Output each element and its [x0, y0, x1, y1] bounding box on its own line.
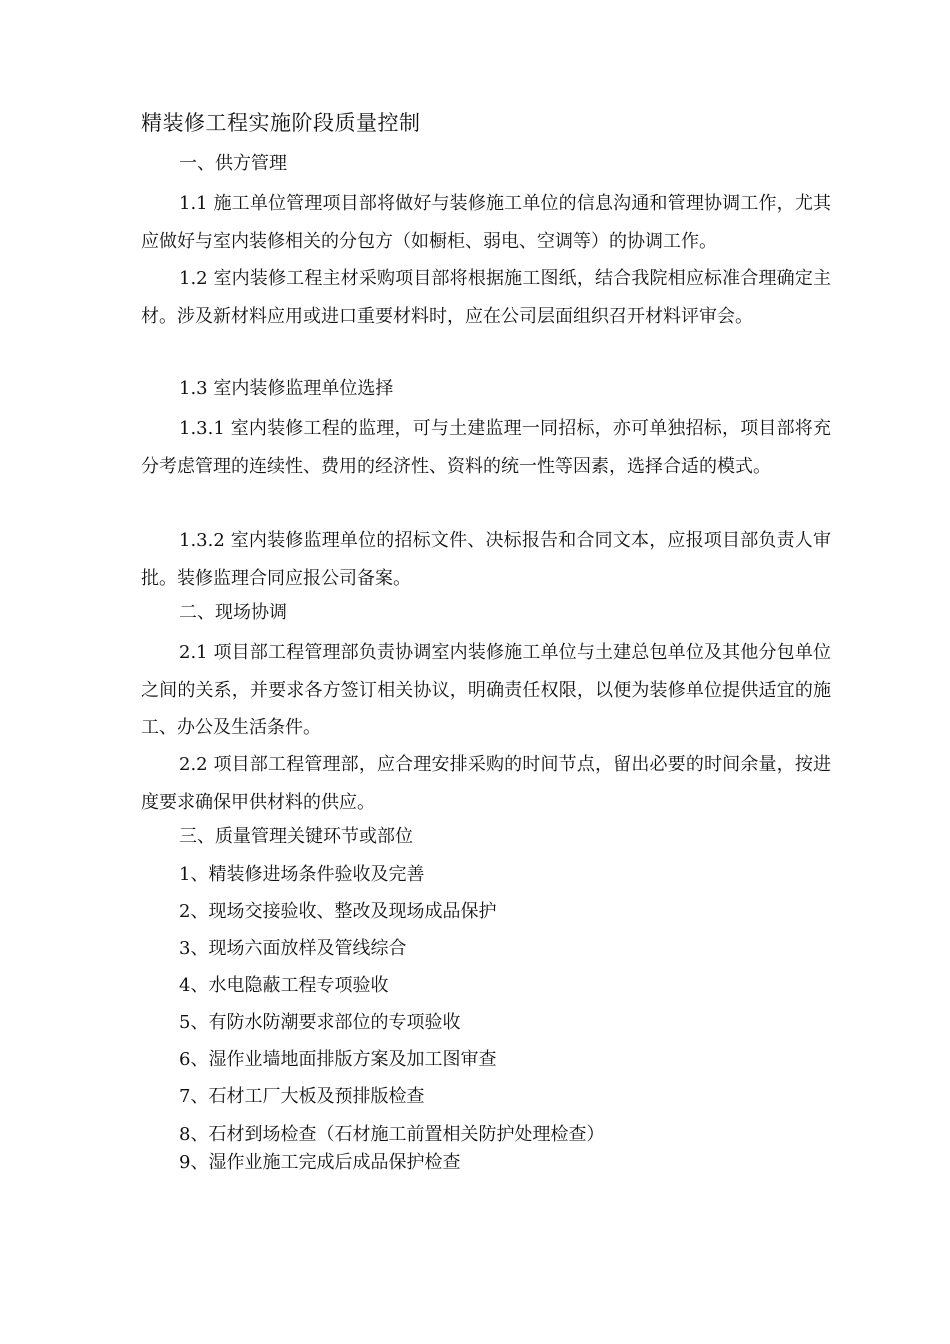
paragraph-1-3-2: 1.3.2 室内装修监理单位的招标文件、决标报告和合同文本，应报项目部负责人审批。装修监理合同应报公司备案。 — [141, 530, 831, 589]
paragraph-2-1: 2.1 项目部工程管理部负责协调室内装修施工单位与土建总包单位及其他分包单位之间的关系，并要求各方签订相关协议，明确责任权限，以便为装修单位提供适宜的施工、办公及生活条件。 — [141, 642, 831, 738]
section-heading-site-coordination: 二、现场协调 — [179, 602, 287, 623]
paragraph-1-3: 1.3 室内装修监理单位选择 — [179, 378, 394, 399]
list-item: 6、湿作业墙地面排版方案及加工图审查 — [179, 1049, 497, 1070]
paragraph-1-1: 1.1 施工单位管理项目部将做好与装修施工单位的信息沟通和管理协调工作，尤其应做好与室内装修相关的分包方（如橱柜、弱电、空调等）的协调工作。 — [141, 193, 831, 252]
list-item: 3、现场六面放样及管线综合 — [179, 938, 407, 959]
document-title: 精装修工程实施阶段质量控制 — [141, 111, 421, 135]
list-item: 7、石材工厂大板及预排版检查 — [179, 1086, 425, 1107]
list-item: 5、有防水防潮要求部位的专项验收 — [179, 1012, 461, 1033]
list-item: 4、水电隐蔽工程专项验收 — [179, 975, 389, 996]
list-item: 8、石材到场检查（石材施工前置相关防护处理检查） — [179, 1124, 605, 1145]
list-item: 1、精装修进场条件验收及完善 — [179, 864, 425, 885]
section-heading-supplier-management: 一、供方管理 — [179, 153, 287, 174]
section-heading-quality-key-points: 三、质量管理关键环节或部位 — [179, 826, 413, 847]
list-item: 9、湿作业施工完成后成品保护检查 — [179, 1152, 461, 1173]
paragraph-2-2: 2.2 项目部工程管理部，应合理安排采购的时间节点，留出必要的时间余量，按进度要求确保甲供材料的供应。 — [141, 754, 831, 813]
list-item: 2、现场交接验收、整改及现场成品保护 — [179, 901, 497, 922]
paragraph-1-3-1: 1.3.1 室内装修工程的监理，可与土建监理一同招标，亦可单独招标，项目部将充分考虑管理的连续性、费用的经济性、资料的统一性等因素，选择合适的模式。 — [141, 418, 831, 477]
paragraph-1-2: 1.2 室内装修工程主材采购项目部将根据施工图纸，结合我院相应标准合理确定主材。涉及新材料应用或进口重要材料时，应在公司层面组织召开材料评审会。 — [141, 268, 831, 327]
